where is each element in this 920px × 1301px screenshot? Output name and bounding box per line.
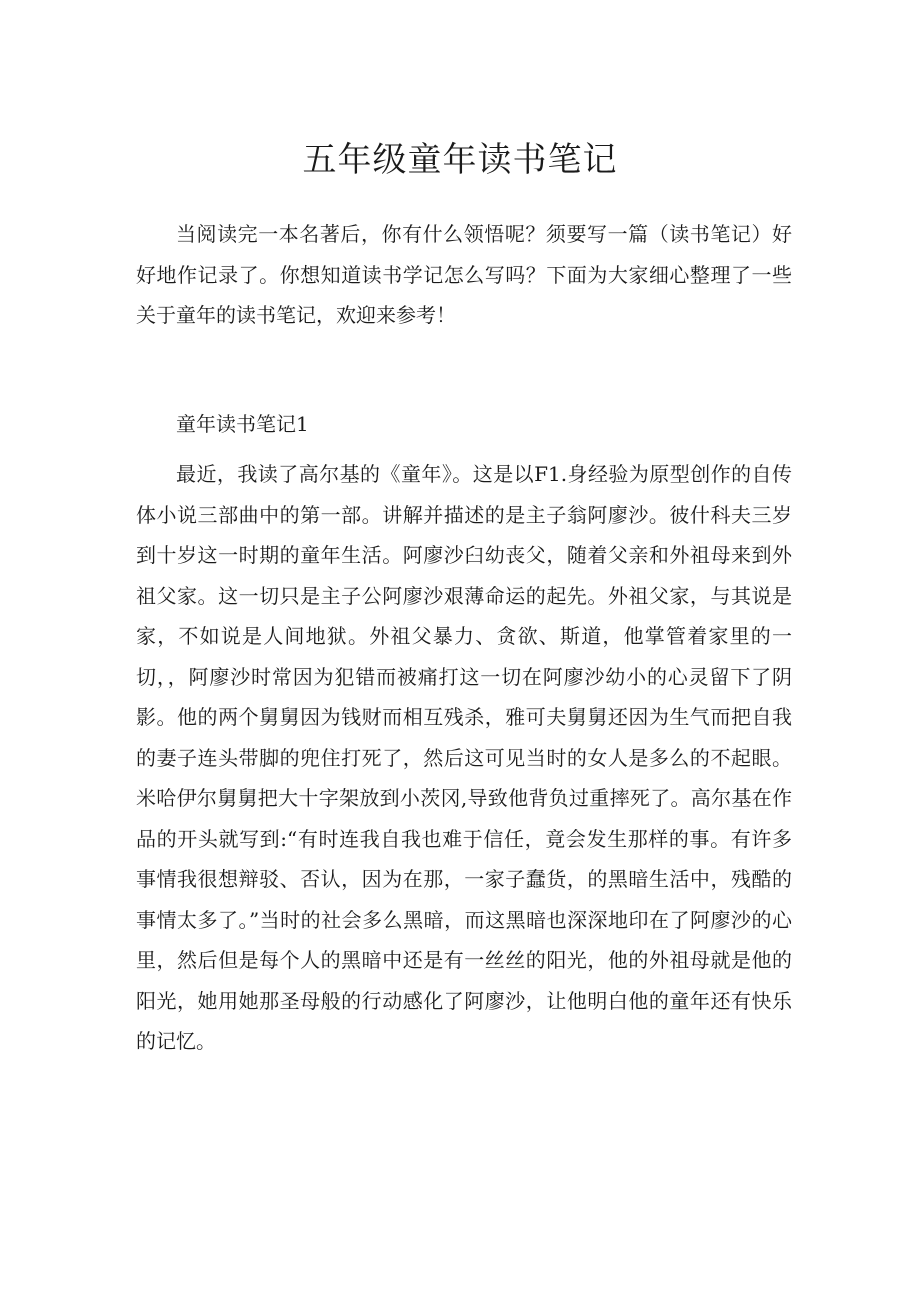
intro-paragraph: 当阅读完一本名著后，你有什么领悟呢？须要写一篇（读书笔记）好好地作记录了。你想知道读书学记怎么写吗？下面为大家细心整理了一些关于童年的读书笔记，欢迎来参考！ <box>136 222 792 327</box>
section-body-paragraph: 最近，我读了高尔基的《童年》。这是以F1.身经验为原型创作的自传体小说三部曲中的第一部。讲解并描述的是主子翁阿廖沙。彼什科夫三岁到十岁这一时期的童年生活。阿廖沙臼幼丧父，随着父亲和外祖母来到外祖父家。这一切只是主子公阿廖沙艰薄命运的起先。外祖父家，与其说是家，不如说是人间地狱。外祖父暴力、贪欲、斯道，他掌管着家里的一切，，阿廖沙时常因为犯错而被痛打这一切在阿廖沙幼小的心灵留下了阴影。他的两个舅舅因为钱财而相互残杀，雅可夫舅舅还因为生气而把自我的妻子连头带脚的兜住打死了，然后这可见当时的女人是多么的不起眼。米哈伊尔舅舅把大十字架放到小茨冈,导致他背负过重摔死了。高尔基在作品的开头就写到:“有时连我自我也难于信任，竟会发生那样的事。有许多事情我很想辩驳、否认，因为在那，一家子蠢货，的黑暗生活中，残酷的事情太多了。”当时的社会多么黑暗，而这黑暗也深深地印在了阿廖沙的心里，然后但是每个人的黑暗中还是有一丝丝的阳光，他的外祖母就是他的阳光，她用她那圣母般的行动感化了阿廖沙，让他明白他的童年还有快乐的记忆。 <box>136 462 792 1053</box>
section-heading: 童年读书笔记1 <box>176 412 309 436</box>
document-title: 五年级童年读书笔记 <box>302 140 618 180</box>
